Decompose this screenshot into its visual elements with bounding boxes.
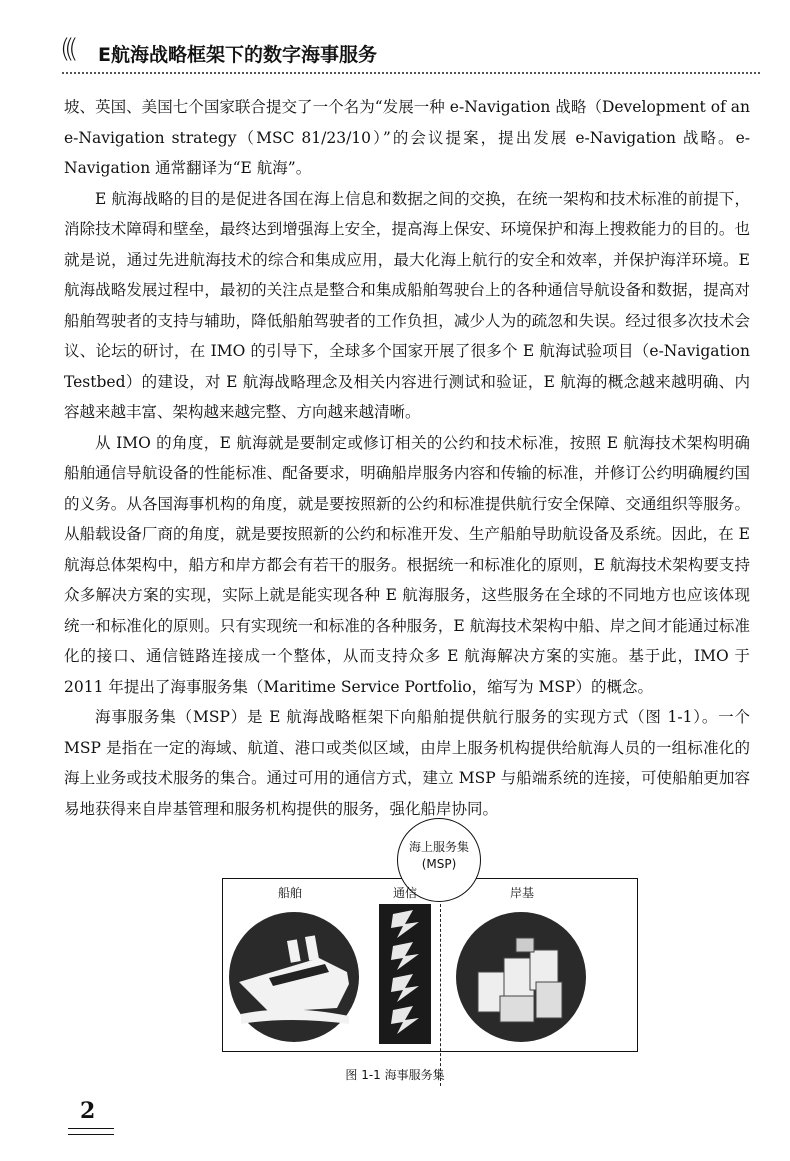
page-number: 2 — [80, 1098, 96, 1124]
paragraph-3: 从 IMO 的角度，E 航海就是要制定或修订相关的公约和技术标准，按照 E 航海技术架构明确船舶通信导航设备的性能标准、配备要求，明确船岸服务内容和传输的标准，并修订公约明确履约国的义务。从各国海事机构的角度，就是要按照新的公约和标准提供航行安全保障、交通组织等服务。从船载设备厂商的角度，就是要按照新的公约和标准开发、生产船舶导助航设备及系统。因此，在 E 航海总体架构中，船方和岸方都会有若干的服务。根据统一和标准化的原则，E 航海技术架构要支持众多解决方案的实现，实际上就是能实现各种 E 航海服务，这些服务在全球的不同地方也应该体现统一和标准化的原则。只有实现统一和标准的各种服务，E 航海技术架构中船、岸之间才能通过标准化的接口、通信链路连接成一个整体，从而支持众多 E 航海解决方案的实施。基于此，IMO 于 2011 年提出了海事服务集（Maritime Service Portfolio，缩写为 MSP）的概念。 — [64, 433, 751, 696]
body-text — [64, 92, 750, 824]
figure-msp — [0, 812, 790, 1102]
ship-illustration — [229, 912, 359, 1042]
paragraph-4: 海事服务集（MSP）是 E 航海战略框架下向船舶提供航行服务的实现方式（图 1-1）。一个 MSP 是指在一定的海域、航道、港口或类似区域，由岸上服务机构提供给航海人员的一组标准化的海上业务或技术服务的集合。通过可用的通信方式，建立 MSP 与船端系统的连接，可使船舶更加容易地获得来自岸基管理和服务机构提供的服务，强化船岸协同。 — [64, 708, 750, 818]
figure-dashed-divider — [440, 904, 441, 1086]
column-label-comm: 通信 — [393, 886, 418, 900]
server-icon — [456, 912, 586, 1042]
shore-illustration — [456, 912, 586, 1042]
column-label-shore: 岸基 — [510, 886, 535, 900]
paragraph-2: E 航海战略的目的是促进各国在海上信息和数据之间的交换，在统一架构和技术标准的前提下，消除技术障碍和壁垒，最终达到增强海上安全，提高海上保安、环境保护和海上搜救能力的目的。也就是说，通过先进航海技术的综合和集成应用，最大化海上航行的安全和效率，并保护海洋环境。E 航海战略发展过程中，最初的关注点是整合和集成船舶驾驶台上的各种通信导航设备和数据，提高对船舶驾驶者的支持与辅助，降低船舶驾驶者的工作负担，减少人为的疏忽和失误。经过很多次技术会议、论坛的研讨，在 IMO 的引导下，全球多个国家开展了很多个 E 航海试验项目（e-Navigation Testbed）的建设，对 E 航海战略理念及相关内容进行测试和验证，E 航海的概念越来越明确、内容越来越丰富、架构越来越完整、方向越来越清晰。 — [64, 189, 750, 421]
page-number-rule — [68, 1128, 114, 1135]
msp-circle-title: 海上服务集 — [408, 840, 469, 854]
lightning-icon — [379, 904, 431, 1044]
running-header — [40, 30, 760, 76]
figure-caption: 图 1-1 海事服务集 — [345, 1068, 445, 1082]
ship-icon — [229, 912, 359, 1042]
header-marks: ((( — [60, 34, 73, 64]
paragraph-1: 坡、英国、美国七个国家联合提交了一个名为“发展一种 e-Navigation 战略（Development of an e-Navigation strategy（MSC 81/23/10）”的会议提案，提出发展 e-Navigation 战略。e-Navigation 通常翻译为“E 航海”。 — [64, 98, 750, 177]
msp-circle-abbr: (MSP) — [421, 857, 457, 871]
comm-strip — [379, 904, 431, 1044]
header-dotted-rule — [62, 72, 760, 74]
header-title: E航海战略框架下的数字海事服务 — [98, 44, 377, 66]
column-label-ship: 船舶 — [278, 886, 303, 900]
